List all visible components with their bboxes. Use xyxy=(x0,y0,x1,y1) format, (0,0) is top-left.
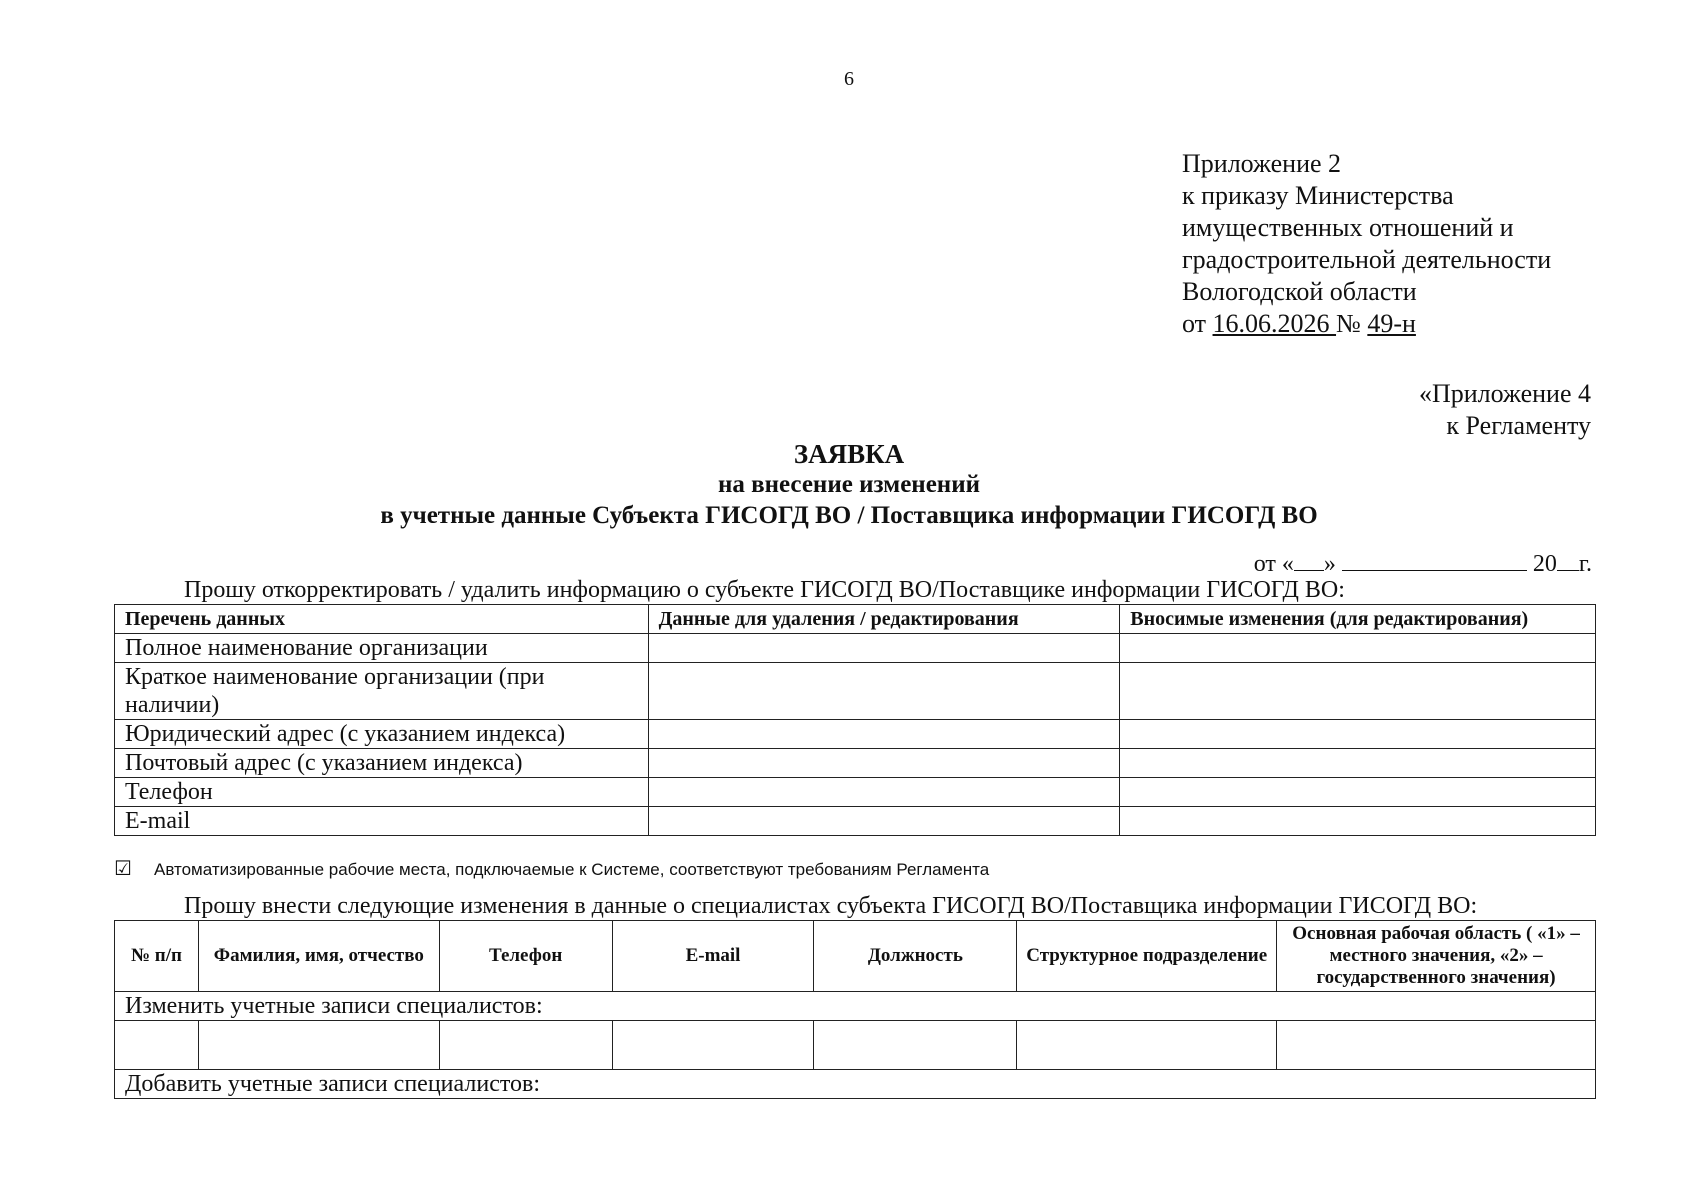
title-sub2: в учетные данные Субъекта ГИСОГД ВО / Поставщика информации ГИСОГД ВО xyxy=(380,502,1318,529)
header-department: Структурное подразделение xyxy=(1017,921,1277,992)
specialists-table xyxy=(114,920,1596,1099)
row-label: Телефон xyxy=(115,778,649,807)
title-sub1: на внесение изменений xyxy=(717,471,981,498)
header-full-name: Фамилия, имя, отчество xyxy=(198,921,439,992)
order-number-sign: № xyxy=(1336,309,1368,338)
order-date-prefix: от xyxy=(1182,309,1213,338)
document-title xyxy=(0,438,1698,532)
row-label: Полное наименование организации xyxy=(115,634,649,663)
data-cell[interactable] xyxy=(648,663,1120,720)
request-correct-delete-text: Прошу откорректировать / удалить информацию о субъекте ГИСОГД ВО/Поставщике информации ГИСОГД ВО: xyxy=(184,577,1345,603)
cell-full-name[interactable] xyxy=(198,1021,439,1070)
table-header-row xyxy=(115,921,1596,992)
data-cell[interactable] xyxy=(648,778,1120,807)
row-label: Краткое наименование организации (при наличии) xyxy=(115,663,649,720)
header-changes: Вносимые изменения (для редактирования) xyxy=(1120,605,1596,634)
table-row xyxy=(115,807,1596,836)
header-data-delete-edit: Данные для удаления / редактирования xyxy=(648,605,1120,634)
row-label: Юридический адрес (с указанием индекса) xyxy=(115,720,649,749)
table-row xyxy=(115,634,1596,663)
table-row xyxy=(115,749,1596,778)
header-number: № п/п xyxy=(115,921,199,992)
appendix-line: к приказу Министерства xyxy=(1182,181,1454,210)
changes-cell[interactable] xyxy=(1120,807,1596,836)
section-row-change xyxy=(115,992,1596,1021)
changes-cell[interactable] xyxy=(1120,720,1596,749)
day-blank[interactable] xyxy=(1294,550,1324,571)
section-row-add xyxy=(115,1070,1596,1099)
changes-cell[interactable] xyxy=(1120,634,1596,663)
appendix-header xyxy=(1182,148,1551,340)
request-specialists-text: Прошу внести следующие изменения в данные о специалистах субъекта ГИСОГД ВО/Поставщика информации ГИСОГД ВО: xyxy=(184,893,1478,919)
cell-work-area[interactable] xyxy=(1277,1021,1596,1070)
cell-phone[interactable] xyxy=(439,1021,612,1070)
data-cell[interactable] xyxy=(648,720,1120,749)
table-row xyxy=(115,663,1596,720)
cell-email[interactable] xyxy=(612,1021,814,1070)
cell-position[interactable] xyxy=(814,1021,1017,1070)
appendix-line: Приложение 2 xyxy=(1182,149,1342,178)
header-work-area: Основная рабочая область ( «1» – местного значения, «2» – государственного значения) xyxy=(1277,921,1596,992)
date-prefix: от « xyxy=(1253,551,1294,577)
section-add-label: Добавить учетные записи специалистов: xyxy=(115,1070,1596,1099)
compliance-checkbox-row xyxy=(114,856,989,881)
year-blank[interactable] xyxy=(1557,550,1579,571)
header-data-list: Перечень данных xyxy=(115,605,649,634)
checkbox-checked-icon[interactable]: ☑ xyxy=(114,858,132,880)
table-row xyxy=(115,720,1596,749)
section-change-label: Изменить учетные записи специалистов: xyxy=(115,992,1596,1021)
year-prefix: 20 xyxy=(1532,551,1557,577)
table-header-row xyxy=(115,605,1596,634)
table-row xyxy=(115,1021,1596,1070)
application-date-line xyxy=(1254,550,1592,578)
data-cell[interactable] xyxy=(648,749,1120,778)
month-blank[interactable] xyxy=(1342,550,1527,571)
row-label: E-mail xyxy=(115,807,649,836)
checkbox-label: Автоматизированные рабочие места, подключаемые к Системе, соответствуют требованиям Регламента xyxy=(154,860,990,879)
changes-cell[interactable] xyxy=(1120,749,1596,778)
cell-number[interactable] xyxy=(115,1021,199,1070)
reglament-appendix xyxy=(1419,378,1591,442)
header-email: E-mail xyxy=(612,921,814,992)
organization-data-table xyxy=(114,604,1596,836)
appendix-line: имущественных отношений и xyxy=(1182,213,1514,242)
changes-cell[interactable] xyxy=(1120,778,1596,807)
order-date-line xyxy=(1182,308,1551,340)
date-mid: » xyxy=(1323,551,1336,577)
date-suffix: г. xyxy=(1578,551,1592,577)
data-cell[interactable] xyxy=(648,634,1120,663)
order-number: 49-н xyxy=(1367,309,1416,338)
appendix-line: Вологодской области xyxy=(1182,277,1417,306)
header-phone: Телефон xyxy=(439,921,612,992)
page-number: 6 xyxy=(844,68,854,90)
reglament-appendix-line1: «Приложение 4 xyxy=(1418,379,1591,408)
header-position: Должность xyxy=(814,921,1017,992)
table-row xyxy=(115,778,1596,807)
reglament-appendix-line2: к Регламенту xyxy=(1446,411,1591,440)
changes-cell[interactable] xyxy=(1120,663,1596,720)
appendix-line: градостроительной деятельности xyxy=(1182,245,1552,274)
data-cell[interactable] xyxy=(648,807,1120,836)
cell-department[interactable] xyxy=(1017,1021,1277,1070)
title-main: ЗАЯВКА xyxy=(793,439,905,469)
order-date: 16.06.2026 xyxy=(1212,309,1337,338)
row-label: Почтовый адрес (с указанием индекса) xyxy=(115,749,649,778)
